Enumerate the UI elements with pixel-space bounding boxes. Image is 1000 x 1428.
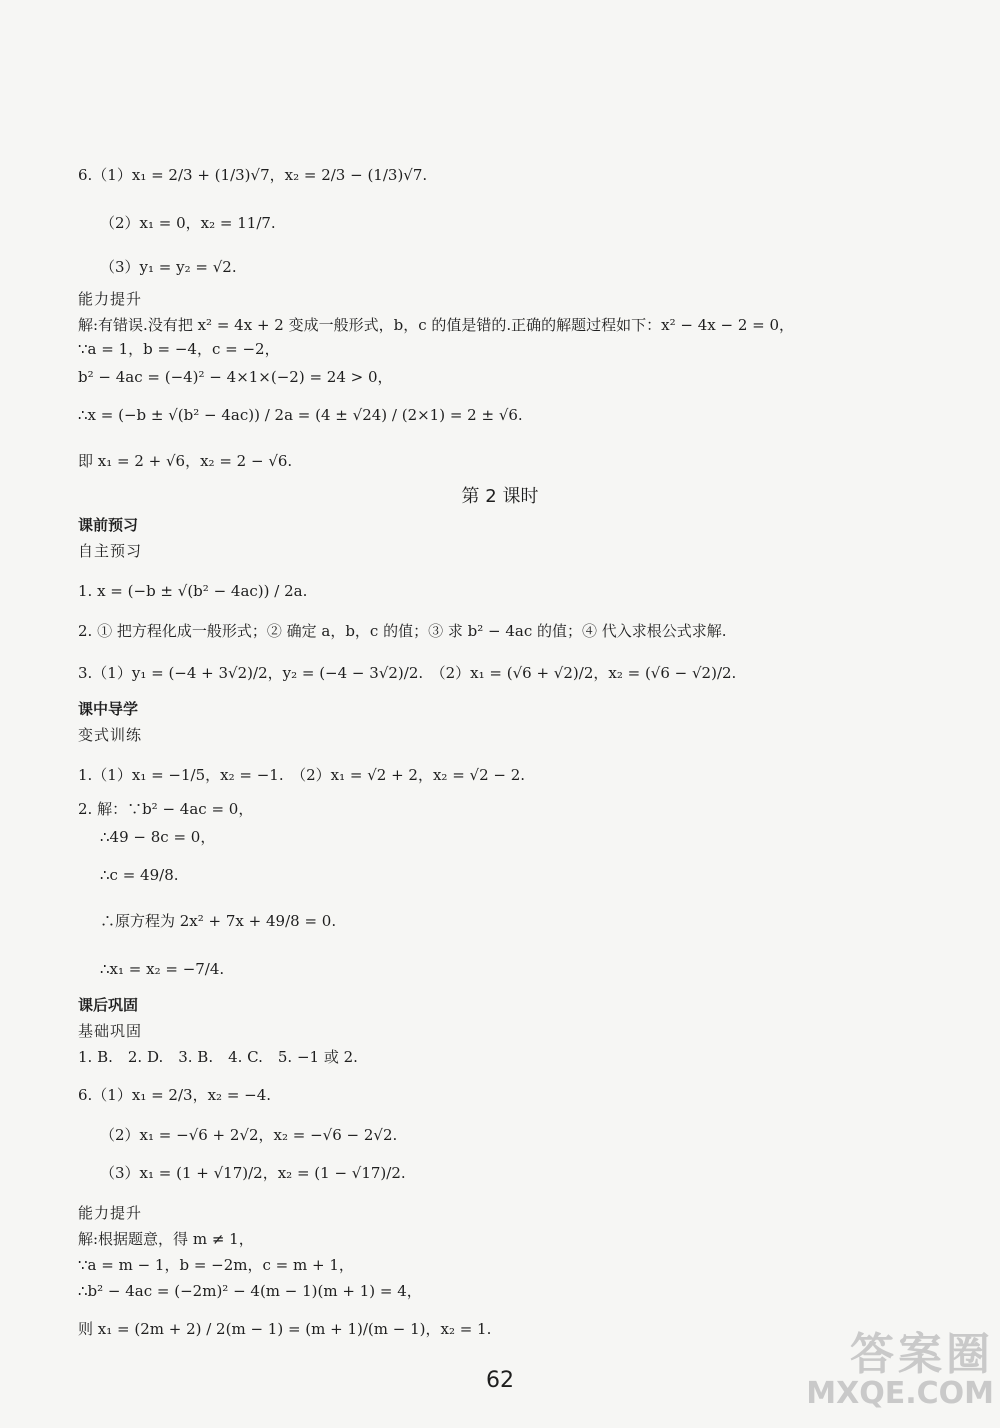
section-ability-1: 能力提升 bbox=[78, 290, 143, 308]
final-solution-3: ∴b² − 4ac = (−2m)² − 4(m − 1)(m + 1) = 4， bbox=[78, 1282, 422, 1300]
solution-line-3: b² − 4ac = (−4)² − 4×1×(−2) = 24 > 0， bbox=[78, 368, 393, 386]
variant-step-4: ∴x₁ = x₂ = −7/4. bbox=[100, 960, 225, 978]
preview-answer-1: 1. x = (−b ± √(b² − 4ac)) / 2a. bbox=[78, 582, 308, 600]
variant-answer-1: 1.（1）x₁ = −1/5，x₂ = −1. （2）x₁ = √2 + 2，x₂ = √2 − 2. bbox=[78, 766, 526, 784]
section-preview: 课前预习 bbox=[78, 516, 139, 534]
watermark-text-en: MXQE.COM bbox=[806, 1376, 994, 1411]
answer-6-2: （2）x₁ = 0，x₂ = 11/7. bbox=[100, 214, 276, 232]
watermark bbox=[806, 1318, 994, 1411]
section-guide: 课中导学 bbox=[78, 700, 139, 718]
basic-answer-6-1: 6.（1）x₁ = 2/3，x₂ = −4. bbox=[78, 1086, 272, 1104]
page-number: 62 bbox=[486, 1368, 514, 1393]
basic-answers-1-5: 1. B. 2. D. 3. B. 4. C. 5. −1 或 2. bbox=[78, 1048, 358, 1066]
solution-line-2: ∵a = 1，b = −4，c = −2， bbox=[78, 340, 280, 358]
section-self-preview: 自主预习 bbox=[78, 542, 143, 560]
final-solution-2: ∵a = m − 1，b = −2m，c = m + 1， bbox=[78, 1256, 354, 1274]
section-variant: 变式训练 bbox=[78, 726, 143, 744]
answer-6-3: （3）y₁ = y₂ = √2. bbox=[100, 258, 237, 276]
solution-line-1: 解:有错误.没有把 x² = 4x + 2 变成一般形式，b，c 的值是错的.正确的解题过程如下：x² − 4x − 2 = 0， bbox=[78, 316, 795, 334]
final-solution-1: 解:根据题意，得 m ≠ 1， bbox=[78, 1230, 254, 1248]
preview-answer-3: 3.（1）y₁ = (−4 + 3√2)/2，y₂ = (−4 − 3√2)/2. （2）x₁ = (√6 + √2)/2，x₂ = (√6 − √2)/2. bbox=[78, 664, 737, 682]
variant-step-1: ∴49 − 8c = 0， bbox=[100, 828, 216, 846]
variant-answer-2: 2. 解：∵b² − 4ac = 0， bbox=[78, 800, 254, 818]
variant-step-3: ∴原方程为 2x² + 7x + 49/8 = 0. bbox=[100, 912, 337, 930]
solution-line-4: ∴x = (−b ± √(b² − 4ac)) / 2a = (4 ± √24) / (2×1) = 2 ± √6. bbox=[78, 406, 523, 424]
section-basic: 基础巩固 bbox=[78, 1022, 143, 1040]
lesson-title: 第 2 课时 bbox=[461, 486, 539, 507]
section-after: 课后巩固 bbox=[78, 996, 139, 1014]
watermark-text-cn: 答案圈 bbox=[850, 1329, 994, 1380]
basic-answer-6-2: （2）x₁ = −√6 + 2√2，x₂ = −√6 − 2√2. bbox=[100, 1126, 398, 1144]
variant-step-2: ∴c = 49/8. bbox=[100, 866, 179, 884]
section-ability-2: 能力提升 bbox=[78, 1204, 143, 1222]
solution-line-5: 即 x₁ = 2 + √6，x₂ = 2 − √6. bbox=[78, 452, 293, 470]
basic-answer-6-3: （3）x₁ = (1 + √17)/2，x₂ = (1 − √17)/2. bbox=[100, 1164, 406, 1182]
final-solution-4: 则 x₁ = (2m + 2) / 2(m − 1) = (m + 1)/(m − 1)，x₂ = 1. bbox=[78, 1320, 492, 1338]
answer-6-1: 6.（1）x₁ = 2/3 + (1/3)√7，x₂ = 2/3 − (1/3)√7. bbox=[78, 166, 428, 184]
preview-answer-2: 2. ① 把方程化成一般形式；② 确定 a，b，c 的值；③ 求 b² − 4ac 的值；④ 代入求根公式求解. bbox=[78, 622, 727, 640]
